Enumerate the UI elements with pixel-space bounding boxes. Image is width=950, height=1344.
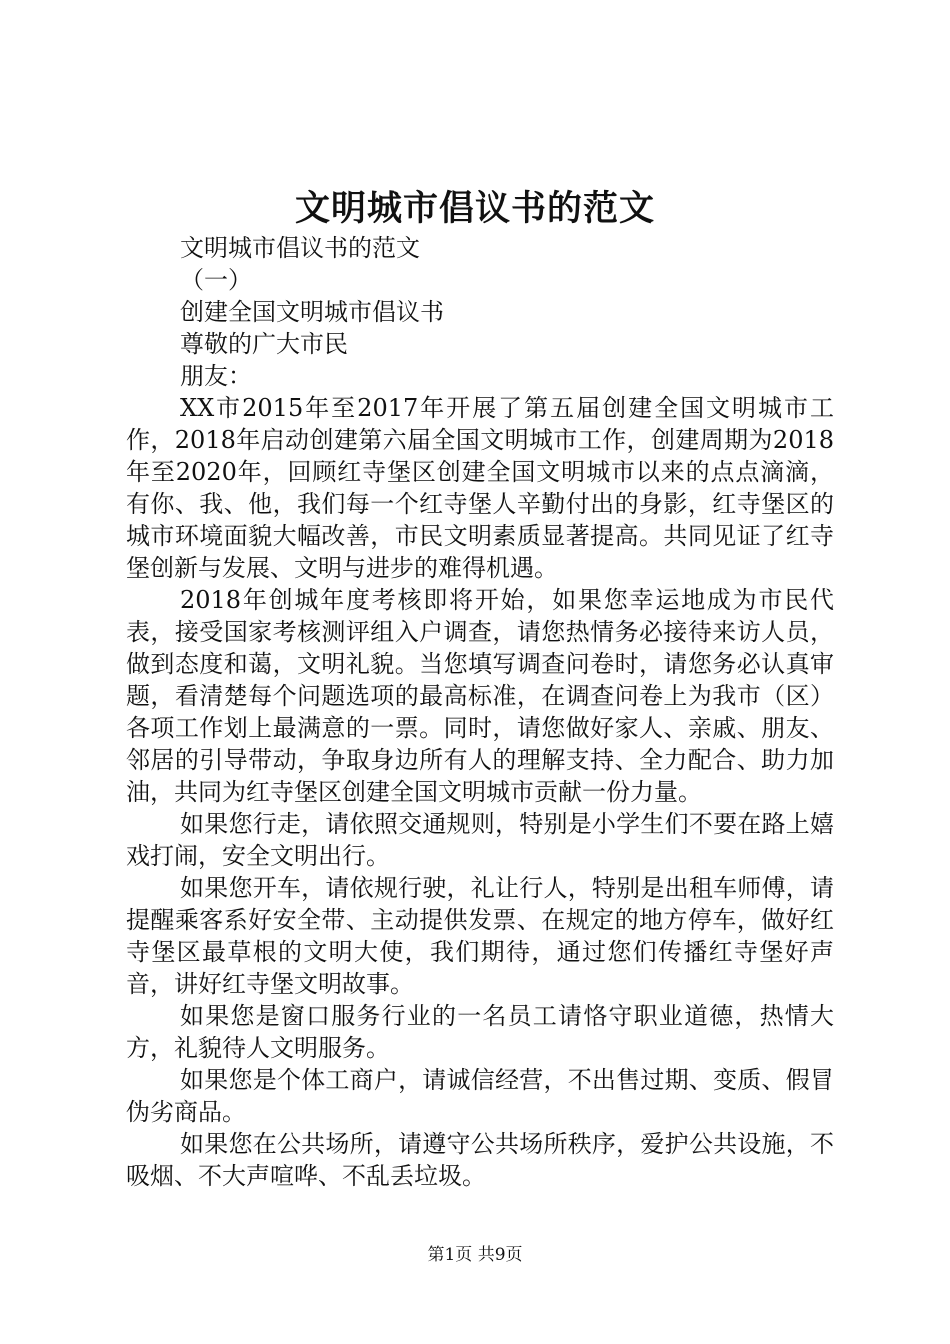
document-body: [126, 232, 834, 1192]
paragraph: 如果您是窗口服务行业的一名员工请恪守职业道德，热情大方，礼貌待人文明服务。: [126, 1002, 834, 1062]
document-title: 文明城市倡议书的范文: [294, 188, 655, 229]
paragraph: 如果您行走，请依照交通规则，特别是小学生们不要在路上嬉戏打闹，安全文明出行。: [126, 810, 834, 870]
proposal-heading: 创建全国文明城市倡议书: [180, 298, 444, 326]
subtitle-line: 文明城市倡议书的范文: [180, 234, 420, 262]
paragraph: 2018年创城年度考核即将开始，如果您幸运地成为市民代表，接受国家考核测评组入户调查，请您热情务必接待来访人员，做到态度和蔼，文明礼貌。当您填写调查问卷时，请您务必认真审题，看清楚每个问题选项的最高标准，在调查问卷上为我市（区）各项工作划上最满意的一票。同时，请您做好家人、亲戚、朋友、邻居的引导带动，争取身边所有人的理解支持、全力配合、助力加油，共同为红寺堡区创建全国文明城市贡献一份力量。: [126, 586, 834, 806]
paragraph: XX市2015年至2017年开展了第五届创建全国文明城市工作，2018年启动创建第六届全国文明城市工作，创建周期为2018年至2020年，回顾红寺堡区创建全国文明城市以来的点点滴滴，有你、我、他，我们每一个红寺堡人辛勤付出的身影，红寺堡区的城市环境面貌大幅改善，市民文明素质显著提高。共同见证了红寺堡创新与发展、文明与进步的难得机遇。: [126, 394, 834, 582]
paragraph: 如果您开车，请依规行驶，礼让行人，特别是出租车师傅，请提醒乘客系好安全带、主动提供发票、在规定的地方停车，做好红寺堡区最草根的文明大使，我们期待，通过您们传播红寺堡好声音，讲好红寺堡文明故事。: [126, 874, 834, 998]
section-number: （一）: [180, 266, 252, 294]
paragraph: 如果您是个体工商户，请诚信经营，不出售过期、变质、假冒伪劣商品。: [126, 1066, 834, 1126]
page-footer: 第1页 共9页: [427, 1245, 523, 1265]
paragraph: 如果您在公共场所，请遵守公共场所秩序，爱护公共设施，不吸烟、不大声喧哗、不乱丢垃圾。: [126, 1130, 834, 1190]
salutation-line-1: 尊敬的广大市民: [180, 330, 348, 358]
salutation-line-2: 朋友：: [180, 362, 252, 390]
